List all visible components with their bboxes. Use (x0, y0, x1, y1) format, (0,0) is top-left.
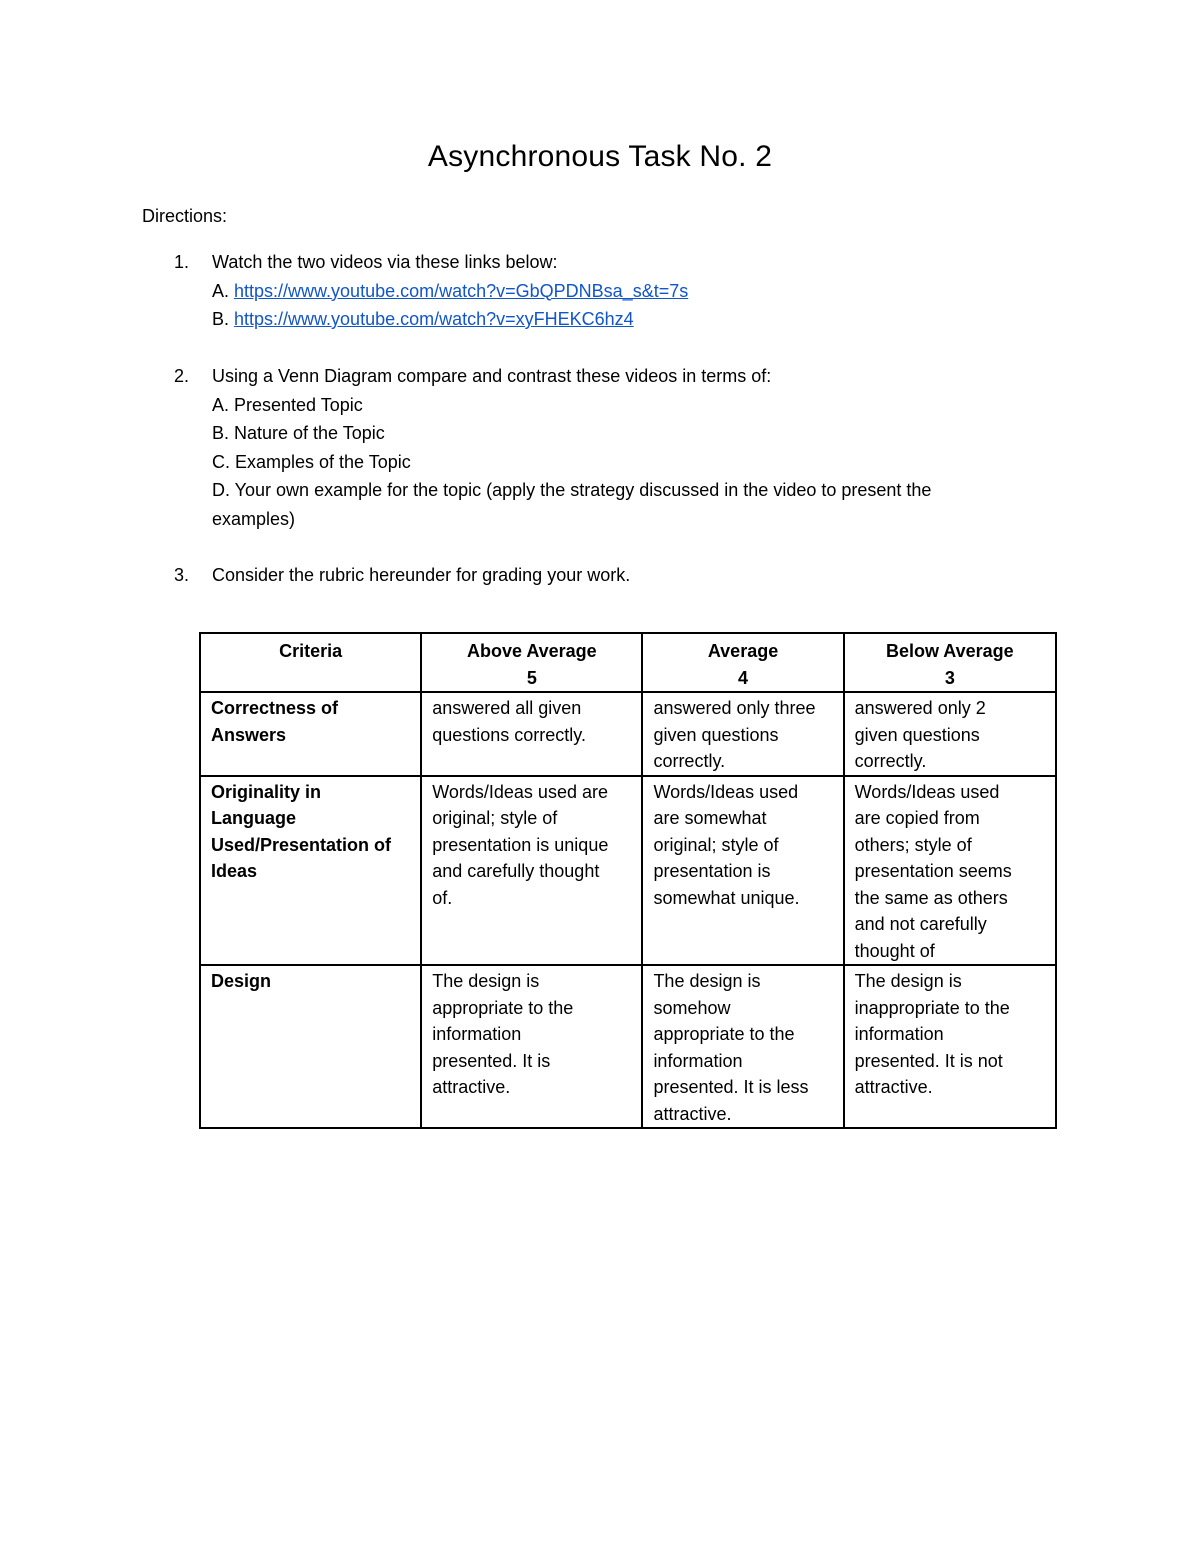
rubric-table (199, 632, 1057, 1129)
average-cell (642, 692, 843, 776)
criteria-cell (200, 965, 421, 1128)
cell-line: correctly. (653, 751, 726, 771)
list-item: examples) (212, 508, 296, 529)
step-number: 1. (174, 252, 190, 272)
below-average-cell (844, 965, 1056, 1128)
cell-line: original; style of (653, 834, 779, 855)
cell-line: presentation seems (854, 861, 1012, 881)
cell-line: The design is (432, 971, 540, 991)
cell-line: attractive. (432, 1077, 511, 1097)
cell-line: correctly. (854, 751, 927, 771)
header-below-average (844, 633, 1056, 692)
cell-line: Words/Ideas used (653, 781, 799, 802)
table-row (200, 776, 1056, 966)
cell-line: Used/Presentation of (211, 834, 392, 855)
cell-line: are somewhat (653, 808, 767, 828)
cell-line: Words/Ideas used are (432, 781, 608, 802)
header-average (642, 633, 843, 692)
header-label: Average (707, 641, 779, 661)
above-average-cell (421, 965, 642, 1128)
average-cell (642, 776, 843, 966)
video-link-a[interactable]: https://www.youtube.com/watch?v=GbQPDNBsa_s&t=7s (234, 280, 689, 301)
cell-line: are copied from (854, 808, 980, 828)
cell-line: appropriate to the (653, 1024, 795, 1044)
page-title: Asynchronous Task No. 2 (427, 140, 773, 173)
step-number: 3. (174, 565, 190, 585)
cell-line: Ideas (211, 861, 258, 881)
cell-line: answered only three (653, 698, 816, 718)
header-above-average (421, 633, 642, 692)
cell-line: original; style of (432, 808, 558, 828)
cell-line: appropriate to the (432, 997, 574, 1018)
cell-line: somewhat unique. (653, 887, 800, 908)
header-score: 3 (944, 667, 955, 688)
link-prefix: B. (212, 309, 235, 329)
cell-line: attractive. (653, 1103, 732, 1124)
cell-line: Originality in (211, 781, 322, 802)
step-text: Consider the rubric hereunder for grading your work. (212, 565, 631, 585)
cell-line: presented. It is (432, 1050, 551, 1071)
cell-line: Language (211, 808, 297, 828)
link-row-a (212, 277, 1042, 306)
list-item: C. Examples of the Topic (212, 451, 411, 472)
rubric-header-row (200, 633, 1056, 692)
below-average-cell (844, 776, 1056, 966)
table-row (200, 965, 1056, 1128)
cell-line: The design is (653, 971, 761, 991)
header-score: 5 (526, 667, 537, 688)
cell-line: answered all given (432, 698, 582, 718)
cell-line: presented. It is less (653, 1077, 809, 1097)
directions-label: Directions: (142, 206, 228, 226)
cell-line: inappropriate to the (854, 997, 1010, 1018)
cell-line: presented. It is not (854, 1050, 1003, 1071)
cell-line: presentation is unique (432, 834, 609, 855)
cell-line: and carefully thought (432, 861, 600, 881)
step-number: 2. (174, 366, 190, 386)
link-prefix: A. (212, 280, 235, 301)
cell-line: information (432, 1024, 522, 1044)
cell-line: presentation is (653, 861, 771, 881)
video-link-b[interactable]: https://www.youtube.com/watch?v=xyFHEKC6hz4 (234, 309, 634, 329)
header-label: Below Average (885, 641, 1014, 661)
below-average-cell (844, 692, 1056, 776)
cell-line: attractive. (854, 1077, 933, 1097)
cell-line: given questions (653, 724, 779, 745)
step-2 (142, 362, 1042, 533)
list-item: A. Presented Topic (212, 394, 363, 415)
cell-line: questions correctly. (432, 724, 586, 745)
header-score: 4 (738, 667, 749, 688)
step-1 (142, 248, 1042, 334)
criteria-cell (200, 692, 421, 776)
cell-line: answered only 2 (854, 698, 986, 718)
link-row-b (212, 305, 1042, 334)
cell-line: others; style of (854, 834, 972, 855)
above-average-cell (421, 692, 642, 776)
cell-line: Answers (211, 724, 287, 745)
cell-line: Design (211, 971, 272, 991)
cell-line: information (854, 1024, 944, 1044)
table-row (200, 692, 1056, 776)
header-label: Above Average (466, 641, 597, 661)
cell-line: information (653, 1050, 743, 1071)
cell-line: given questions (854, 724, 980, 745)
average-cell (642, 965, 843, 1128)
list-item: B. Nature of the Topic (212, 423, 385, 443)
step-text: Using a Venn Diagram compare and contrast these videos in terms of: (212, 366, 772, 386)
cell-line: and not carefully (854, 914, 987, 934)
header-label: Criteria (279, 641, 343, 661)
cell-line: Correctness of (211, 698, 339, 718)
above-average-cell (421, 776, 642, 966)
step-3 (142, 561, 1042, 590)
list-item: D. Your own example for the topic (apply the strategy discussed in the video to present the (212, 480, 932, 500)
step-text: Watch the two videos via these links below: (212, 252, 558, 272)
cell-line: the same as others (854, 887, 1008, 908)
cell-line: Words/Ideas used (854, 781, 1000, 802)
cell-line: somehow (653, 997, 731, 1018)
criteria-cell (200, 776, 421, 966)
header-criteria (200, 633, 421, 692)
cell-line: thought of (854, 940, 935, 961)
cell-line: of. (432, 887, 453, 908)
cell-line: The design is (854, 971, 962, 991)
